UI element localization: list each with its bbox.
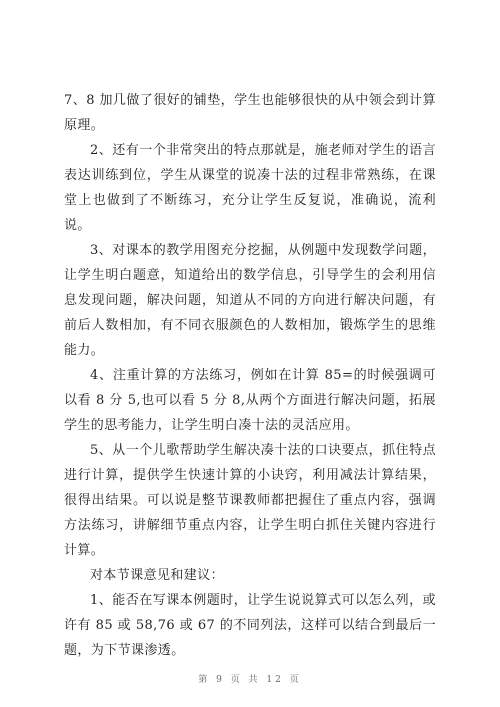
paragraph-point-4: 4、注重计算的方法练习，例如在计算 85=的时候强调可以看 8 分 5,也可以看 5 分 8,从两个方面进行解决问题，拓展学生的思考能力，让学生明白凑十法的灵活应用。	[64, 368, 436, 433]
page-number-footer: 第 9 页 共 12 页	[198, 675, 302, 685]
paragraph-continuation: 7、8 加几做了很好的铺垫，学生也能够很快的从中领会到计算原理。	[64, 93, 436, 133]
paragraph-suggestion-1: 1、能否在写课本例题时，让学生说说算式可以怎么列，或许有 85 或 58,76 或 67 的不同列法，这样可以结合到最后一题，为下节课渗透。	[64, 593, 436, 658]
paragraph-point-3: 3、对课本的教学用图充分挖掘，从例题中发现数学问题，让学生明白题意，知道给出的数学信息，引导学生的会利用信息发现问题，解决问题，知道从不同的方向进行解决问题，有前后人数相加，有不同衣服颜色的人数相加，锻炼学生的思维能力。	[64, 243, 436, 358]
paragraph-point-2: 2、还有一个非常突出的特点那就是，施老师对学生的语言表达训练到位，学生从课堂的说凑十法的过程非常熟练，在课堂上也做到了不断练习，充分让学生反复说，准确说，流利说。	[64, 143, 436, 233]
paragraph-point-5: 5、从一个儿歌帮助学生解决凑十法的口诀要点，抓住特点进行计算，提供学生快速计算的小诀窍，利用减法计算结果，很得出结果。可以说是整节课教师都把握住了重点内容，强调方法练习，讲解细节重点内容，让学生明白抓住关键内容进行计算。	[64, 443, 436, 558]
section-heading-suggestions: 对本节课意见和建议：	[90, 568, 225, 583]
document-body	[64, 88, 436, 663]
